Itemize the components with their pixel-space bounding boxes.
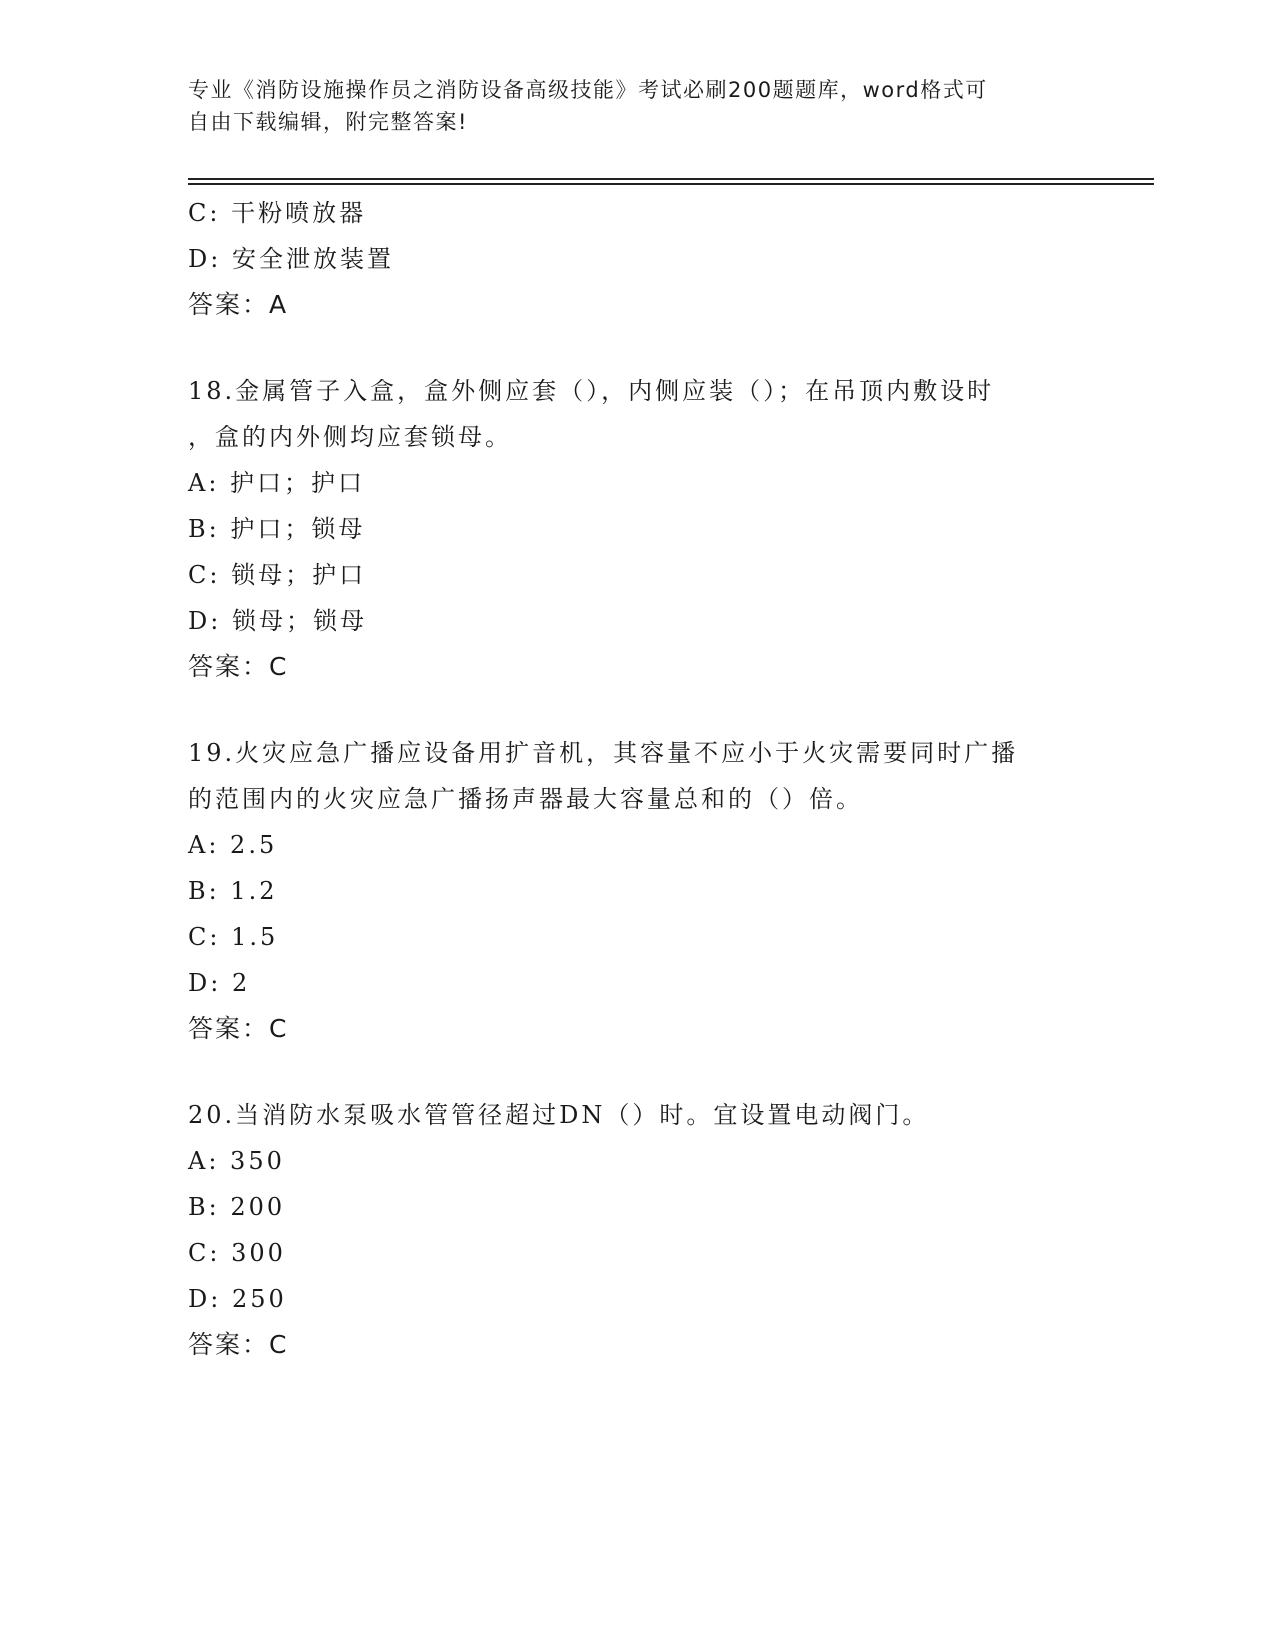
header-divider-top bbox=[188, 178, 1154, 180]
question-text: 19.火灾应急广播应设备用扩音机，其容量不应小于火灾需要同时广播 bbox=[188, 739, 1019, 767]
document-header bbox=[188, 74, 1088, 138]
question-20 bbox=[188, 1092, 1088, 1368]
answer-line: 答案：C bbox=[188, 1014, 289, 1043]
question-text: 20.当消防水泵吸水管管径超过DN（）时。宜设置电动阀门。 bbox=[188, 1101, 930, 1129]
document-body bbox=[188, 190, 1088, 1368]
option-a: A: 350 bbox=[188, 1147, 285, 1175]
option-b: B: 200 bbox=[188, 1193, 286, 1221]
answer-line: 答案：A bbox=[188, 290, 289, 319]
question-text: 18.金属管子入盒，盒外侧应套（），内侧应装（）；在吊顶内敷设时 bbox=[188, 377, 995, 405]
option-a: A: 护口；护口 bbox=[188, 469, 366, 497]
header-divider-bottom bbox=[188, 183, 1154, 185]
question-text-continued: ，盒的内外侧均应套锁母。 bbox=[188, 423, 512, 451]
option-c: C: 干粉喷放器 bbox=[188, 199, 367, 227]
option-a: A: 2.5 bbox=[188, 831, 278, 859]
option-d: D: 2 bbox=[188, 969, 251, 997]
option-d: D: 安全泄放装置 bbox=[188, 245, 394, 273]
option-d: D: 250 bbox=[188, 1285, 287, 1313]
question-17-continuation bbox=[188, 190, 1088, 328]
option-d: D: 锁母；锁母 bbox=[188, 607, 367, 635]
option-b: B: 1.2 bbox=[188, 877, 278, 905]
answer-line: 答案：C bbox=[188, 652, 289, 681]
answer-line: 答案：C bbox=[188, 1330, 289, 1359]
option-c: C: 锁母；护口 bbox=[188, 561, 367, 589]
question-19 bbox=[188, 730, 1088, 1052]
question-18 bbox=[188, 368, 1088, 690]
header-line-1: 专业《消防设施操作员之消防设备高级技能》考试必刷200题题库，word格式可 bbox=[188, 78, 988, 102]
option-b: B: 护口；锁母 bbox=[188, 515, 366, 543]
option-c: C: 300 bbox=[188, 1239, 286, 1267]
header-line-2: 自由下载编辑，附完整答案! bbox=[188, 110, 468, 134]
question-text-continued: 的范围内的火灾应急广播扬声器最大容量总和的（）倍。 bbox=[188, 785, 863, 813]
option-c: C: 1.5 bbox=[188, 923, 279, 951]
